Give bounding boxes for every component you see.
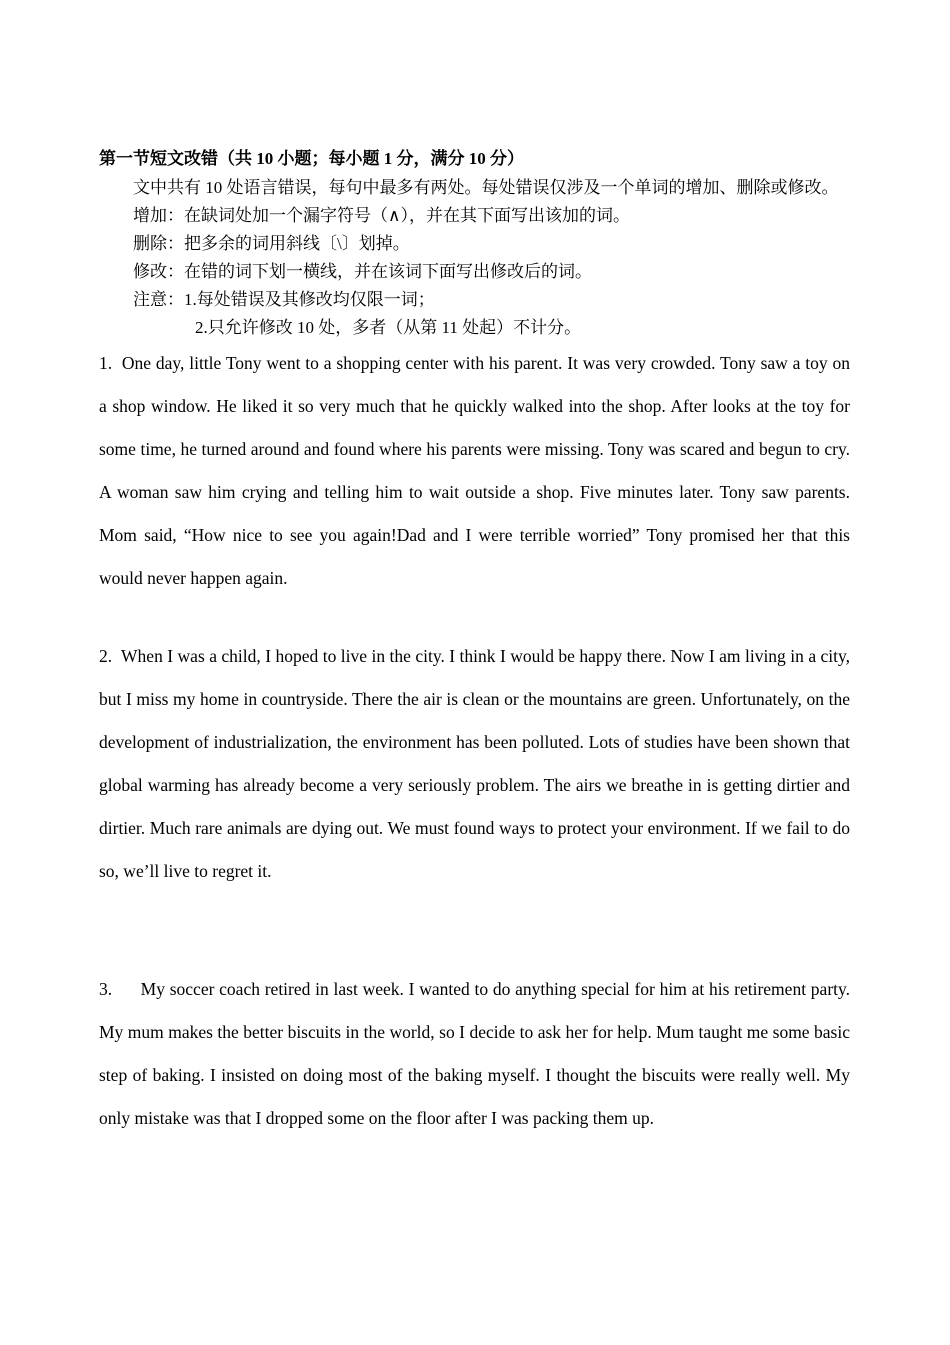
passage-1 [99,342,850,600]
rule-note-1: 注意：1.每处错误及其修改均仅限一词； [133,290,435,309]
rule-modify: 修改：在错的词下划一横线，并在该词下面写出修改后的词。 [133,262,592,281]
rule-delete: 删除：把多余的词用斜线〔\〕划掉。 [133,234,410,253]
passage-text: When I was a child, I hoped to live in the city. I think I would be happy there. Now I am living in a city, but I miss my home in countryside. There the air is clean or the mountains are green. Unfortunately, on the development of industrialization, the environment has been polluted. Lots of studies have been shown that global warming has already become a very seriously problem. The airs we breathe in is getting dirtier and dirtier. Much rare animals are dying out. We must found ways to protect your environment. If we fail to do so, we’ll live to regret it. [99,646,851,881]
passage-2 [99,635,850,893]
document-page [99,146,850,1140]
passage-text: My soccer coach retired in last week. I wanted to do anything special for him at his retirement party. My mum makes the better biscuits in the world, so I decide to ask her for help. Mum taught me some basic step of baking. I insisted on doing most of the baking myself. I thought the biscuits were really well. My only mistake was that I dropped some on the floor after I was packing them up. [99,979,851,1128]
passage-number: 3. [99,979,113,999]
instructions-intro: 文中共有 10 处语言错误，每句中最多有两处。每处错误仅涉及一个单词的增加、删除或修改。 [133,178,839,197]
rule-add: 增加：在缺词处加一个漏字符号（∧），并在其下面写出该加的词。 [133,206,630,225]
passage-number: 2. [99,646,113,666]
section-title: 第一节短文改错（共 10 小题；每小题 1 分，满分 10 分） [99,149,524,168]
passage-text: One day, little Tony went to a shopping center with his parent. It was very crowded. Tony saw a toy on a shop window. He liked it so very much that he quickly walked into the shop. After looks at the toy for some time, he turned around and found where his parents were missing. Tony was scared and begun to cry. A woman saw him crying and telling him to wait outside a shop. Five minutes later. Tony saw parents. Mom said, “How nice to see you again!Dad and I were terrible worried” Tony promised her that this would never happen again. [99,353,850,588]
passage-3 [99,968,850,1140]
rule-note-2: 2.只允许修改 10 处，多者（从第 11 处起）不计分。 [195,318,582,337]
passage-number: 1. [99,353,113,373]
